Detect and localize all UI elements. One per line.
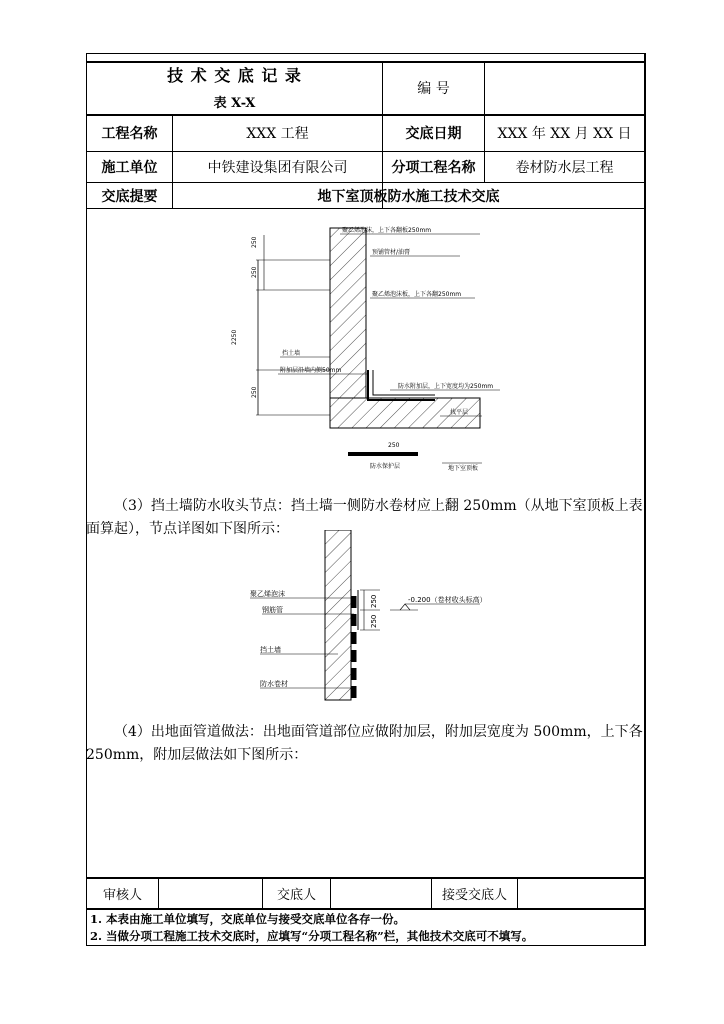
dim-total: 2250 <box>231 329 238 345</box>
note-wall: 挡土墙 <box>282 350 301 357</box>
note-leveling: 找平层 <box>450 409 469 416</box>
reviewer-label: 审核人 <box>102 887 142 903</box>
retaining-wall <box>325 530 351 700</box>
summary-value[interactable]: 地下室顶板防水施工技术交底 <box>317 188 500 205</box>
footnote-1: 1. 本表由施工单位填写，交底单位与接受交底单位各存一份。 <box>90 912 406 926</box>
receiver-label: 接受交底人 <box>441 887 507 903</box>
form-number: 表 X-X <box>213 95 256 111</box>
subproject-value[interactable]: 卷材防水层工程 <box>515 160 614 176</box>
note-steel: 预铺管材/油膏 <box>372 249 411 256</box>
sig-bottom <box>86 908 645 910</box>
paragraph-wall-termination: （3）挡土墙防水收头节点：挡土墙一侧防水卷材应上翻 250mm（从地下室顶板上表面算起），节点详图如下图所示： <box>86 498 643 537</box>
discloser-label: 交底人 <box>276 887 316 903</box>
note-membrane: 防水附加层，上下宽度均为250mm <box>398 383 494 390</box>
summary-label: 交底提要 <box>101 188 158 205</box>
elevation-label: -0.200（卷材收头标高） <box>408 596 487 604</box>
frame-top <box>86 53 645 54</box>
dim-mid: 250 <box>251 266 258 278</box>
dim-low: 250 <box>251 386 258 398</box>
form-title: 技 术 交 底 记 录 <box>167 65 302 85</box>
note-pe-top: 聚乙烯泡沫，上下各翻板250mm <box>342 227 432 234</box>
note-additional: 附加层沿墙内侧50mm <box>280 367 342 374</box>
disclosure-date-label: 交底日期 <box>405 126 462 142</box>
number-label: 编 号 <box>417 81 450 97</box>
frame-bottom <box>86 945 645 946</box>
footnote-2: 2. 当做分项工程施工技术交底时，应填写“分项工程名称”栏，其他技术交底可不填写。 <box>90 929 534 943</box>
dim-top: 250 <box>251 236 258 248</box>
reviewer-value[interactable] <box>159 878 262 908</box>
label-membrane: 防水卷材 <box>260 680 288 688</box>
paragraph-pipe-method: （4）出地面管道做法：出地面管道部位应做附加层，附加层宽度为 500mm，上下各 250mm，附加层做法如下图所示： <box>86 724 643 763</box>
row-line-4 <box>86 208 645 209</box>
protection-bar <box>348 452 418 456</box>
label-pe: 聚乙烯泡沫 <box>250 590 285 598</box>
note-pe-mid: 聚乙烯泡沫板，上下各翻250mm <box>372 291 462 298</box>
note-roof: 地下室顶板 <box>448 465 479 472</box>
disclosure-date-value[interactable]: XXX 年 XX 月 XX 日 <box>497 126 632 142</box>
project-name-value[interactable]: XXX 工程 <box>246 126 309 142</box>
note-protect: 防水保护层 <box>370 463 401 470</box>
dim-b: 250 <box>370 614 378 628</box>
project-name-label: 工程名称 <box>101 126 158 142</box>
dim-base: 250 <box>388 442 400 449</box>
discloser-value[interactable] <box>331 878 431 908</box>
label-wall: 挡土墙 <box>260 646 281 654</box>
wall-termination-detail-drawing <box>240 530 510 705</box>
label-steel: 钢筋管 <box>262 606 283 614</box>
roof-waterproof-detail-drawing <box>220 220 510 475</box>
dim-a: 250 <box>370 594 378 608</box>
construction-unit-value[interactable]: 中铁建设集团有限公司 <box>207 160 348 176</box>
number-value[interactable] <box>485 62 644 114</box>
receiver-value[interactable] <box>518 878 644 908</box>
subproject-label: 分项工程名称 <box>391 160 476 176</box>
construction-unit-label: 施工单位 <box>101 160 158 176</box>
